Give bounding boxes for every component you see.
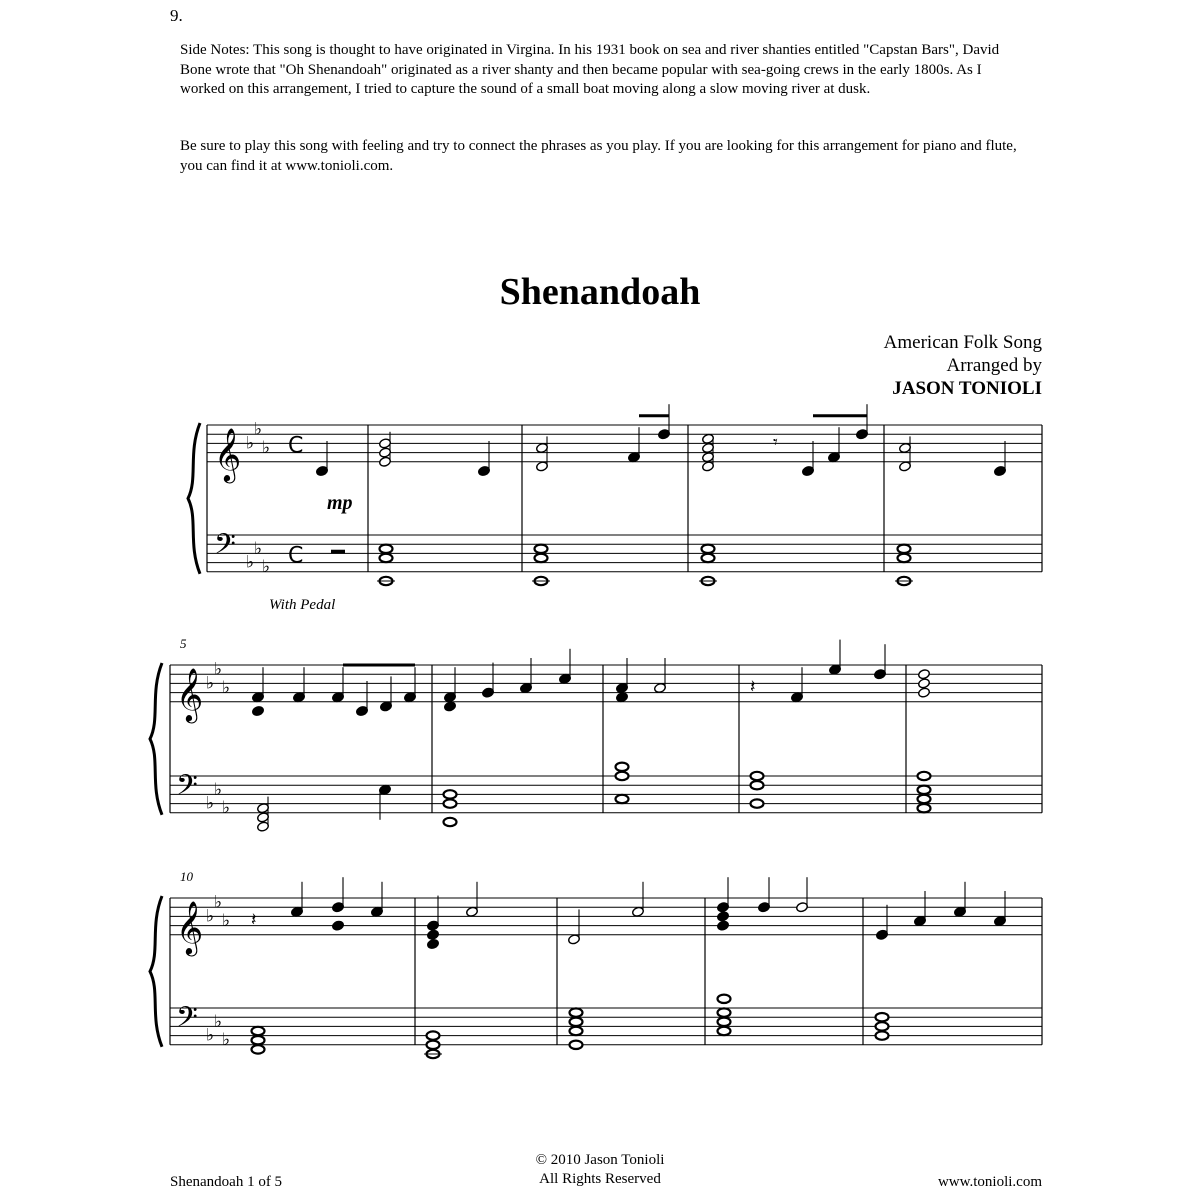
whole-note bbox=[702, 545, 715, 553]
bass-clef-icon: 𝄢 bbox=[176, 1001, 198, 1042]
grand-staff-brace bbox=[150, 663, 162, 815]
flat-icon: ♭ bbox=[222, 798, 231, 819]
time-signature: C bbox=[288, 543, 304, 569]
whole-note bbox=[751, 781, 764, 789]
note-head bbox=[717, 911, 730, 922]
half-rest-icon bbox=[331, 550, 345, 554]
bass-clef-icon: 𝄢 bbox=[214, 528, 236, 569]
whole-note bbox=[898, 545, 911, 553]
footer-copyright: © 2010 Jason Tonioli bbox=[535, 1152, 665, 1168]
whole-note bbox=[718, 1008, 731, 1016]
flat-icon: ♭ bbox=[214, 779, 223, 800]
flat-icon: ♭ bbox=[262, 438, 271, 458]
note-head bbox=[616, 692, 629, 703]
whole-note bbox=[570, 1027, 583, 1035]
credit-origin: American Folk Song bbox=[883, 332, 1042, 353]
bass-clef-icon: 𝄢 bbox=[176, 769, 198, 810]
whole-note bbox=[718, 1027, 731, 1035]
credit-arranger: JASON TONIOLI bbox=[892, 378, 1042, 399]
flat-icon: ♭ bbox=[246, 552, 255, 573]
whole-note bbox=[380, 545, 393, 553]
dynamic-marking: mp bbox=[327, 492, 353, 514]
measure-number-10: 10 bbox=[180, 869, 193, 884]
flat-icon: ♭ bbox=[262, 557, 271, 578]
flat-icon: ♭ bbox=[206, 906, 215, 927]
whole-note bbox=[702, 554, 715, 562]
eighth-rest-icon: 𝄾 bbox=[773, 432, 778, 453]
treble-clef-icon: 𝄞 bbox=[214, 426, 242, 481]
treble-clef-icon: 𝄞 bbox=[176, 666, 204, 721]
whole-note bbox=[252, 1045, 265, 1053]
footer-page-label: Shenandoah 1 of 5 bbox=[170, 1174, 283, 1190]
quarter-rest-icon: 𝄽 bbox=[750, 676, 756, 698]
note-head bbox=[332, 920, 345, 931]
flat-icon: ♭ bbox=[206, 673, 215, 694]
note-head bbox=[717, 920, 730, 931]
whole-note bbox=[718, 995, 731, 1003]
flat-icon: ♭ bbox=[254, 538, 263, 559]
flat-icon: ♭ bbox=[222, 1030, 231, 1051]
whole-note bbox=[876, 1031, 889, 1039]
footer-rights: All Rights Reserved bbox=[539, 1171, 661, 1187]
whole-note bbox=[918, 804, 931, 812]
whole-note bbox=[898, 554, 911, 562]
page-number: 9. bbox=[170, 6, 183, 25]
pedal-marking: With Pedal bbox=[269, 597, 336, 613]
playing-notes-paragraph: Be sure to play this song with feeling and try to connect the phrases as you play. If you are looking for this arrangement for piano and flute, you can find it at www.tonioli.com. bbox=[180, 138, 1017, 174]
time-signature: C bbox=[288, 433, 304, 459]
whole-note bbox=[535, 554, 548, 562]
footer-website: www.tonioli.com bbox=[937, 1174, 1042, 1190]
whole-note bbox=[252, 1027, 265, 1035]
treble-clef-icon: 𝄞 bbox=[176, 899, 204, 954]
whole-note bbox=[751, 772, 764, 780]
flat-icon: ♭ bbox=[222, 911, 231, 931]
note-head bbox=[918, 687, 931, 698]
whole-note bbox=[918, 795, 931, 803]
whole-note bbox=[876, 1022, 889, 1030]
whole-note bbox=[616, 795, 629, 803]
note-head bbox=[427, 929, 440, 940]
whole-note bbox=[570, 1041, 583, 1049]
note-head bbox=[252, 705, 265, 716]
whole-note bbox=[444, 818, 457, 826]
whole-note bbox=[616, 763, 629, 771]
whole-note bbox=[252, 1036, 265, 1044]
flat-icon: ♭ bbox=[206, 793, 215, 814]
flat-icon: ♭ bbox=[246, 433, 255, 454]
whole-note bbox=[444, 799, 457, 807]
whole-note bbox=[444, 790, 457, 798]
whole-note bbox=[876, 1013, 889, 1021]
whole-note bbox=[427, 1041, 440, 1049]
flat-icon: ♭ bbox=[214, 659, 223, 680]
whole-note bbox=[616, 772, 629, 780]
flat-icon: ♭ bbox=[254, 419, 263, 440]
whole-note bbox=[918, 786, 931, 794]
side-notes-paragraph: Side Notes: This song is thought to have originated in Virgina. In his 1931 book on sea and river shanties entitled "Capstan Bars", David Bone wrote that "Oh Shenandoah" originated as a river shanty and then became popular with sea-going crews in the early 1800s. As I worked on this arrangement, I tried to capture the sound of a small boat moving along a slow moving river at dusk. bbox=[180, 42, 1000, 97]
whole-note bbox=[570, 1008, 583, 1016]
measure-number-5: 5 bbox=[180, 636, 187, 651]
credit-arranged-by: Arranged by bbox=[946, 355, 1042, 376]
flat-icon: ♭ bbox=[206, 1025, 215, 1046]
note-head bbox=[444, 701, 457, 712]
note-head bbox=[427, 938, 440, 949]
flat-icon: ♭ bbox=[214, 892, 223, 913]
whole-note bbox=[535, 545, 548, 553]
whole-note bbox=[718, 1018, 731, 1026]
note-head bbox=[918, 678, 931, 689]
note-head bbox=[918, 669, 931, 680]
whole-note bbox=[380, 554, 393, 562]
whole-note bbox=[751, 799, 764, 807]
grand-staff-brace bbox=[188, 423, 200, 574]
song-title: Shenandoah bbox=[499, 271, 701, 313]
whole-note bbox=[570, 1018, 583, 1026]
grand-staff-brace bbox=[150, 896, 162, 1047]
quarter-rest-icon: 𝄽 bbox=[251, 909, 257, 931]
whole-note bbox=[427, 1031, 440, 1039]
flat-icon: ♭ bbox=[222, 678, 231, 698]
flat-icon: ♭ bbox=[214, 1011, 223, 1032]
whole-note bbox=[918, 772, 931, 780]
